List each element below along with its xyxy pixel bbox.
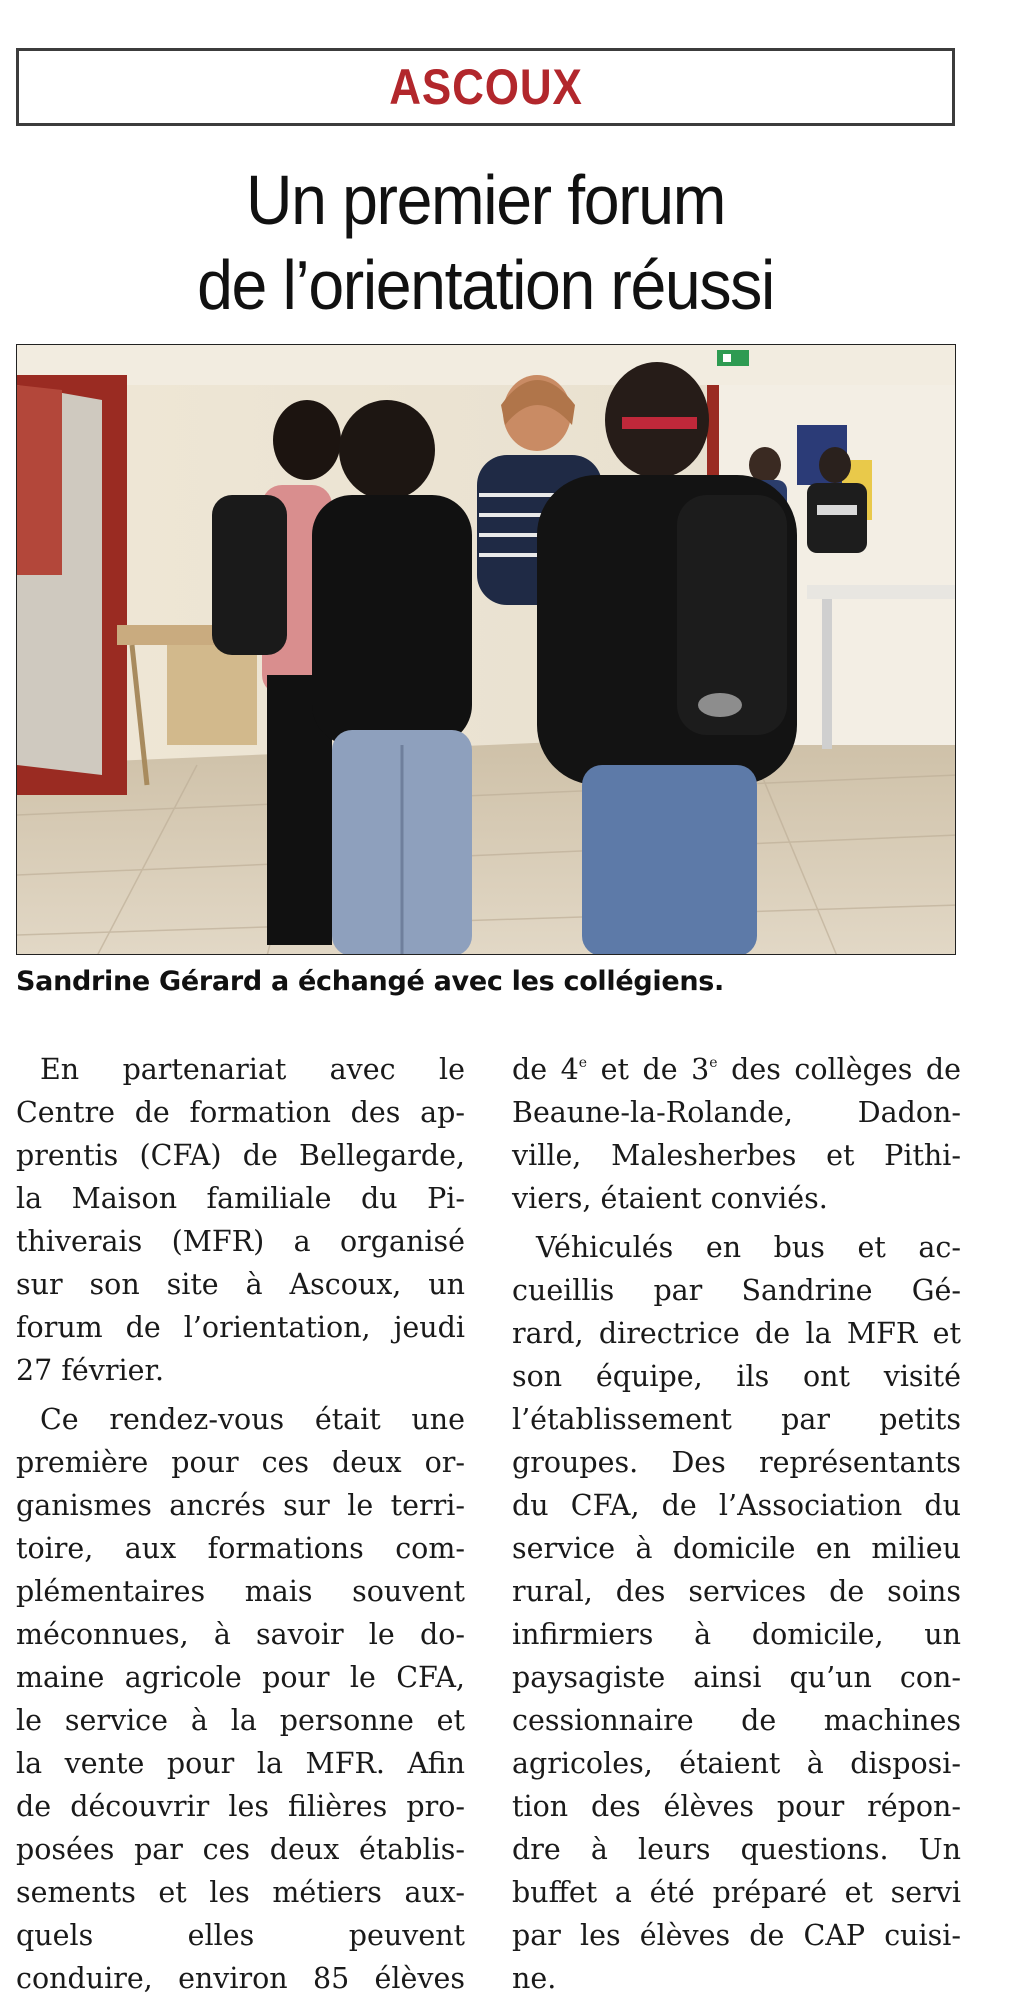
paragraph-2-continued: [512, 1048, 961, 1220]
text-line: de 4e et de 3e des collèges de: [512, 1053, 961, 1086]
text-line: dre à leurs questions. Un: [512, 1833, 961, 1866]
text-line: Ce rendez-vous était une: [40, 1403, 465, 1436]
headline: [16, 158, 955, 328]
section-kicker: [16, 48, 955, 126]
photo-caption: Sandrine Gérard a échangé avec les collégiens.: [16, 966, 725, 997]
paragraph-2: [16, 1398, 465, 2000]
headline-line-1: Un premier forum: [246, 161, 725, 239]
text-line: forum de l’orientation, jeudi: [16, 1311, 465, 1344]
text-line: posées par ces deux établis-: [16, 1833, 465, 1866]
text-line: première pour ces deux or-: [16, 1446, 465, 1479]
text-line: 27 février.: [16, 1354, 164, 1387]
text-line: l’établissement par petits: [512, 1403, 961, 1436]
text-line: rural, des services de soins: [512, 1575, 961, 1608]
text-line: cueillis par Sandrine Gé-: [512, 1274, 961, 1307]
text-line: En partenariat avec le: [40, 1053, 465, 1086]
text-line: service à domicile en milieu: [512, 1532, 961, 1565]
text-line: ganismes ancrés sur le terri-: [16, 1489, 465, 1522]
text-line: la vente pour la MFR. Afin: [16, 1747, 465, 1780]
text-line: sements et les métiers aux-: [16, 1876, 465, 1909]
text-line: infirmiers à domicile, un: [512, 1618, 961, 1651]
text-line: Beaune-la-Rolande, Dadon-: [512, 1096, 961, 1129]
text-line: la Maison familiale du Pi-: [16, 1182, 465, 1215]
text-line: tion des élèves pour répon-: [512, 1790, 961, 1823]
text-line: thiverais (MFR) a organisé: [16, 1225, 465, 1258]
article-photo: [16, 344, 956, 955]
text-line: quels elles peuvent: [16, 1919, 465, 1952]
exit-sign-icon: [717, 350, 749, 366]
text-line: prentis (CFA) de Bellegarde,: [16, 1139, 465, 1172]
text-line: maine agricole pour le CFA,: [16, 1661, 465, 1694]
text-line: méconnues, à savoir le do-: [16, 1618, 465, 1651]
text-line: Centre de formation des ap-: [16, 1096, 465, 1129]
text-line: par les élèves de CAP cuisi-: [512, 1919, 961, 1952]
paragraph-3: [512, 1226, 961, 2000]
section-label: ASCOUX: [388, 59, 583, 115]
text-line: viers, étaient conviés.: [512, 1182, 828, 1215]
text-line: cessionnaire de machines: [512, 1704, 961, 1737]
text-line: Véhiculés en bus et ac-: [536, 1231, 961, 1264]
text-line: plémentaires mais souvent: [16, 1575, 465, 1608]
text-line: de découvrir les filières pro-: [16, 1790, 465, 1823]
text-line: rard, directrice de la MFR et: [512, 1317, 961, 1350]
text-line: agricoles, étaient à disposi-: [512, 1747, 961, 1780]
text-line: ne.: [512, 1962, 557, 1995]
article-column-right: [512, 1048, 961, 2000]
text-line: conduire, environ 85 élèves: [16, 1962, 465, 1995]
headline-line-2: de l’orientation réussi: [197, 246, 774, 324]
text-line: sur son site à Ascoux, un: [16, 1268, 465, 1301]
article-column-left: [16, 1048, 465, 2000]
text-line: groupes. Des représentants: [512, 1446, 961, 1479]
text-line: buffet a été préparé et servi: [512, 1876, 961, 1909]
text-line: toire, aux formations com-: [16, 1532, 465, 1565]
paragraph-1: [16, 1048, 465, 1392]
text-line: ville, Malesherbes et Pithi-: [512, 1139, 961, 1172]
text-line: paysagiste ainsi qu’un con-: [512, 1661, 961, 1694]
text-line: le service à la personne et: [16, 1704, 465, 1737]
text-line: du CFA, de l’Association du: [512, 1489, 961, 1522]
text-line: son équipe, ils ont visité: [512, 1360, 961, 1393]
